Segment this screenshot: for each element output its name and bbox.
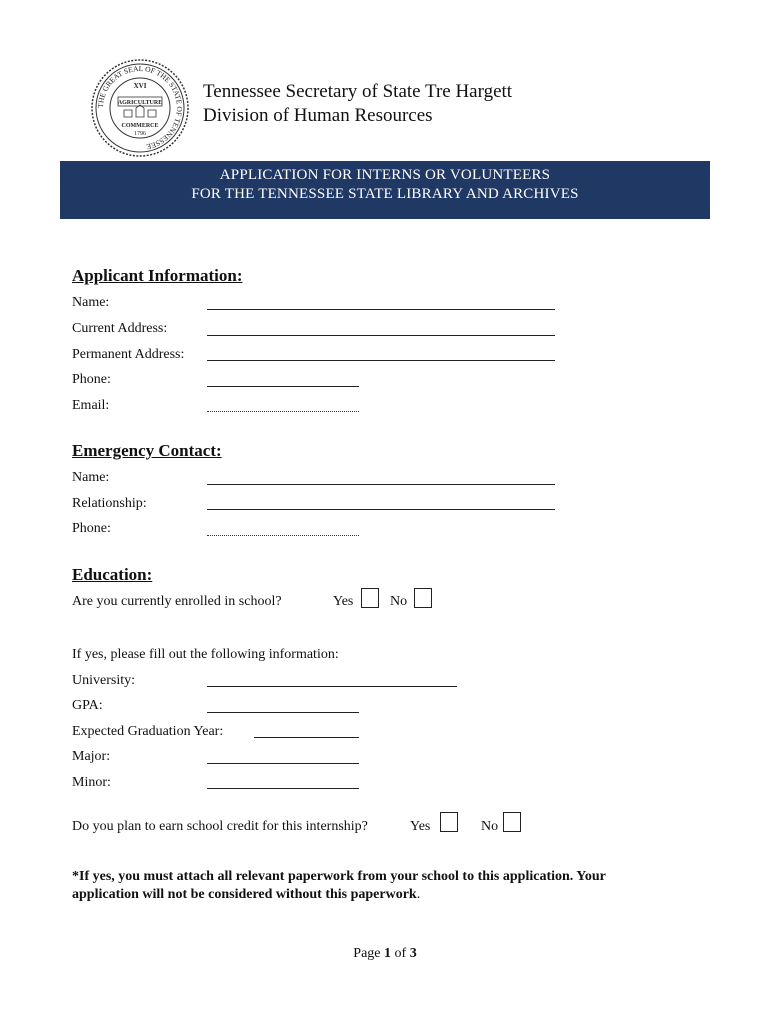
svg-text:1796: 1796: [134, 131, 146, 137]
permanent-address-label: Permanent Address:: [72, 347, 185, 362]
relationship-field[interactable]: [207, 509, 555, 510]
credit-yes-label: Yes: [410, 819, 431, 834]
applicant-email-label: Email:: [72, 398, 110, 413]
emergency-heading: Emergency Contact:: [72, 441, 222, 460]
credit-question: Do you plan to earn school credit for this internship?: [72, 819, 368, 834]
applicant-name-label: Name:: [72, 295, 110, 310]
credit-no-label: No: [481, 819, 499, 834]
emergency-phone-field[interactable]: [207, 535, 359, 536]
applicant-phone-field[interactable]: [207, 386, 359, 387]
state-seal-icon: [90, 58, 190, 158]
grad-year-label: Expected Graduation Year:: [72, 724, 224, 739]
page-indicator: [0, 946, 770, 962]
enrolled-no-checkbox[interactable]: [414, 588, 432, 608]
form-title-line2: FOR THE TENNESSEE STATE LIBRARY AND ARCHIVES: [191, 186, 579, 202]
applicant-name-field[interactable]: [207, 309, 555, 310]
paperwork-note-line2: application will not be considered without this paperwork: [72, 887, 417, 902]
emergency-phone-label: Phone:: [72, 521, 111, 536]
relationship-label: Relationship:: [72, 496, 147, 511]
form-title-banner: [60, 161, 710, 219]
education-heading: Education:: [72, 565, 153, 584]
credit-no-checkbox[interactable]: [503, 812, 521, 832]
applicant-phone-label: Phone:: [72, 372, 111, 387]
svg-text:COMMERCE: COMMERCE: [121, 123, 159, 129]
emergency-name-field[interactable]: [207, 484, 555, 485]
emergency-name-label: Name:: [72, 470, 110, 485]
enrolled-yes-label: Yes: [333, 594, 354, 609]
if-yes-instruction: If yes, please fill out the following information:: [72, 647, 339, 662]
page-prefix: Page: [353, 946, 381, 961]
major-label: Major:: [72, 749, 111, 764]
university-label: University:: [72, 673, 135, 688]
org-header: [203, 80, 512, 128]
paperwork-note-line1: *If yes, you must attach all relevant paperwork from your school to this application. Your: [72, 869, 606, 884]
enrolled-no-label: No: [390, 594, 408, 609]
page-of: of: [394, 946, 407, 961]
current-address-label: Current Address:: [72, 321, 168, 336]
grad-year-field[interactable]: [254, 737, 359, 738]
paperwork-note: *If yes, you must attach all relevant paperwork from your school to this application. Your application will not be considered without this paperwork.: [72, 868, 692, 904]
enrolled-question: Are you currently enrolled in school?: [72, 594, 282, 609]
enrolled-yes-checkbox[interactable]: [361, 588, 379, 608]
form-title-line1: APPLICATION FOR INTERNS OR VOLUNTEERS: [219, 167, 551, 183]
page-number: 1: [384, 946, 392, 961]
org-title-line1: Tennessee Secretary of State Tre Hargett: [203, 81, 513, 102]
gpa-label: GPA:: [72, 698, 103, 713]
applicant-heading: Applicant Information:: [72, 266, 243, 285]
applicant-email-field[interactable]: [207, 411, 359, 412]
permanent-address-field[interactable]: [207, 360, 555, 361]
minor-field[interactable]: [207, 788, 359, 789]
current-address-field[interactable]: [207, 335, 555, 336]
major-field[interactable]: [207, 763, 359, 764]
credit-yes-checkbox[interactable]: [440, 812, 458, 832]
gpa-field[interactable]: [207, 712, 359, 713]
university-field[interactable]: [207, 686, 457, 687]
svg-text:AGRICULTURE: AGRICULTURE: [117, 100, 163, 106]
svg-text:XVI: XVI: [133, 82, 147, 90]
org-title-line2: Division of Human Resources: [203, 105, 433, 126]
svg-text:THE GREAT SEAL OF THE STATE OF: THE GREAT SEAL OF THE STATE OF TENNESSEE: [95, 63, 185, 152]
minor-label: Minor:: [72, 775, 111, 790]
page-total: 3: [409, 946, 417, 961]
